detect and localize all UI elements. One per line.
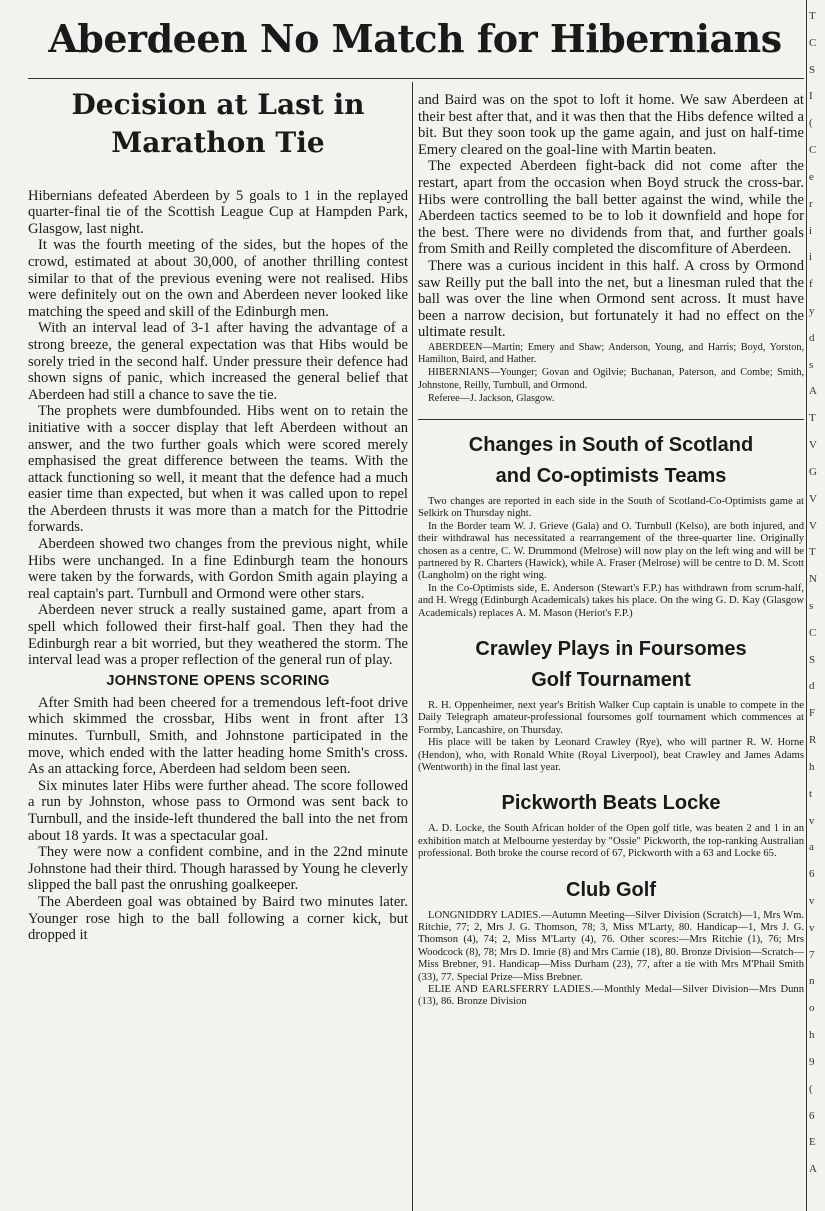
team-list: ABERDEEN—Martin; Emery and Shaw; Anderson, Young, and Harris; Boyd, Yorston, Hamilton, Baird, and Hather. <box>418 341 804 366</box>
edge-letter: v <box>809 814 815 827</box>
edge-letter: T <box>809 546 816 559</box>
paragraph: LONGNIDDRY LADIES.—Autumn Meeting—Silver Division (Scratch)—1, Mrs Wm. Ritchie, 77; 2, Mrs J. G. Thomson, 78; 3, Miss M'Larty, 80. Handicap—1, Mrs J. G. Thomson (4), 74; 2, Miss M'Larty (4), 76. Other scores:—Mrs Ritchie (1), 76; Mrs Woodcock (8), 78; Mrs D. Imrie (8) and Mrs Carnie (18), 80. Bronze Division—Scratch—Miss Brebner, 91. Handicap—Miss Durham (23), 77, after a tie with Mrs M'Phail Smith (33), 77. Special Prize—Miss Brebner. <box>418 909 804 983</box>
paragraph: The prophets were dumbfounded. Hibs went on to retain the initiative with a soccer display that left Aberdeen without an answer, and the two further goals which were scored merely emphasised the great difference between the teams. With the attack functioning so well, it meant that the defence had a much easier time than expected, but when it was called upon to repel the Aberdeen thrusts it was more than a match for the Pittodrie forwards. <box>28 403 408 536</box>
edge-letter: E <box>809 1136 816 1149</box>
paragraph: R. H. Oppenheimer, next year's British Walker Cup captain is unable to compete in the Daily Telegraph amateur-professional foursomes golf tournament which commences at Formby, Lancashire, on Thursday. <box>418 699 804 736</box>
pickworth-title: Pickworth Beats Locke <box>501 792 721 815</box>
edge-letter: ( <box>809 117 813 130</box>
edge-letter: R <box>809 734 817 747</box>
edge-letter: T <box>809 412 816 425</box>
paragraph: Hibernians defeated Aberdeen by 5 goals to 1 in the replayed quarter-final tie of the Scottish League Cup at Hampden Park, Glasgow, last night. <box>28 187 408 237</box>
club-golf-title: Club Golf <box>566 878 656 901</box>
edge-letter: d <box>809 331 815 344</box>
right-column <box>418 92 804 1009</box>
crawley-title: Crawley Plays in Foursomes Golf Tournament <box>475 637 747 691</box>
edge-letter: A <box>809 385 817 398</box>
team-list: HIBERNIANS—Younger; Govan and Ogilvie; Buchanan, Paterson, and Combe; Smith, Johnstone, Reilly, Turnbull, and Ormond. <box>418 367 804 391</box>
edge-letter: a <box>809 841 814 854</box>
edge-letter: v <box>809 895 815 907</box>
paragraph: They were now a confident combine, and in the 22nd minute Johnstone had their third. Though harassed by Young he cleverly slipped the ball past the onrushing goalkeeper. <box>28 844 408 894</box>
edge-letter: 7 <box>809 948 815 961</box>
paragraph: With an interval lead of 3-1 after having the advantage of a strong breeze, the general expectation was that Hibs would be sorely tried in the second half. Under pressure their defence had shown signs of panic, which increased the general belief that Aberdeen had still a chance to save the tie. <box>28 320 408 403</box>
paragraph: Aberdeen never struck a really sustained game, apart from a spell which followed their first-half goal. Then they had the Edinburgh rear a bit worried, but they weathered the storm. The interval lead was a proper reflection of the general run of play. <box>28 602 408 669</box>
edge-letter: h <box>809 760 815 773</box>
edge-letter: 6 <box>809 1109 815 1122</box>
section-pickworth <box>418 788 804 860</box>
section-crawley <box>418 634 804 774</box>
edge-letter: d <box>809 680 815 693</box>
edge-letter: y <box>809 305 815 317</box>
paragraph: A. D. Locke, the South African holder of the Open golf title, was beaten 2 and 1 in an exhibition match at Melbourne yesterday by "Ossie" Pickworth, the top-ranking Australian professional. Both broke the course record of 67, Pickworth with a 63 and Locke 65. <box>418 823 804 860</box>
edge-letter: V <box>809 439 817 452</box>
headline-rule <box>28 78 804 79</box>
edge-letter: s <box>809 358 814 371</box>
edge-letter: r <box>809 197 813 210</box>
paragraph: There was a curious incident in this half. A cross by Ormond saw Reilly put the ball into the net, but a linesman ruled that the ball was over the line when Ormond sent across. It must have been a narrow decision, but fortunately it had no effect on the ultimate result. <box>418 257 804 341</box>
main-story-title: Decision at Last in Marathon Tie <box>71 88 365 159</box>
edge-letter: C <box>809 144 817 157</box>
edge-letter: t <box>809 787 813 800</box>
edge-letter: 6 <box>809 868 815 881</box>
paragraph: After Smith had been cheered for a tremendous left-foot drive which skimmed the crossbar, Hibs went in front after 13 minutes. Turnbull, Smith, and Johnstone participated in the move, which ended with the latter heading home Smith's cross. As an attacking force, Aberdeen had seldom been seen. <box>28 694 408 778</box>
paragraph: The expected Aberdeen fight-back did not come after the restart, apart from the occasion when Boyd struck the cross-bar. Hibs were controlling the ball better against the wind, while the Aberdeen tactics seemed to be to lob it downfield and hope for the best. There were no dividends from that, and further goals from Smith and Reilly completed the discomfiture of Aberdeen. <box>418 158 804 258</box>
paragraph: and Baird was on the spot to loft it home. We saw Aberdeen at their best after that, and it was then that the Hibs defence wilted a bit. But they soon took up the game again, and just on half-time Emery cleared on the goal-line with Martin beaten. <box>418 92 804 158</box>
section-rule <box>418 419 804 420</box>
edge-letter: s <box>809 600 814 612</box>
edge-letter: I <box>809 90 813 103</box>
paragraph: In the Border team W. J. Grieve (Gala) and O. Turnbull (Kelso), are both injured, and their withdrawal has necessitated a rearrangement of the three-quarter line. Originally chosen as a centre, C. W. Drummond (Melrose) will now play on the left wing and will be partnered by R. Charters (Hawick), while A. Fraser (Melrose) will be centre to D. M. Scott (Langholm) on the right wing. <box>418 520 804 582</box>
referee-line: Referee—J. Jackson, Glasgow. <box>428 392 555 404</box>
paragraph: It was the fourth meeting of the sides, but the hopes of the crowd, estimated at about 30,000, of another thrilling contest similar to that of the previous evening were not realised. Hibs were definitely out on the own and Aberdeen never looked like matching the speed and skill of the Edinburgh men. <box>28 237 408 320</box>
edge-letter: N <box>809 573 817 586</box>
paragraph: His place will be taken by Leonard Crawley (Rye), who will partner R. W. Horne (Hendon), who, with Ronald White (Royal Liverpool), beat Crawley and James Adams (Wentworth) in the final last year. <box>418 737 804 774</box>
column-rule <box>412 82 413 1211</box>
crosshead: JOHNSTONE OPENS SCORING <box>106 672 330 689</box>
edge-letter: i <box>809 224 813 237</box>
edge-letter: e <box>809 170 814 183</box>
edge-letter: 9 <box>809 1055 815 1068</box>
edge-letter: C <box>809 36 817 49</box>
edge-letter: n <box>809 975 815 988</box>
section-club-golf <box>418 875 804 1009</box>
edge-letter: A <box>809 1163 817 1176</box>
paragraph: ELIE AND EARLSFERRY LADIES.—Monthly Medal—Silver Division—Mrs Dunn (13), 86. Bronze Division <box>418 984 804 1008</box>
paragraph: The Aberdeen goal was obtained by Baird two minutes later. Younger rose high to the ball following a corner kick, but dropped it <box>28 893 408 944</box>
edge-letter: v <box>809 921 815 934</box>
section-rugby <box>418 419 804 620</box>
edge-letter: o <box>809 1002 815 1015</box>
headline: Aberdeen No Match for Hibernians <box>48 16 782 61</box>
paragraph: Two changes are reported in each side in the South of Scotland-Co-Optimists game at Selkirk on Thursday night. <box>418 495 804 520</box>
edge-letter: T <box>809 10 816 22</box>
edge-letter: f <box>809 278 813 291</box>
edge-letter: F <box>809 707 816 720</box>
edge-letter: S <box>809 63 816 76</box>
left-column <box>28 82 408 944</box>
edge-letter: C <box>809 626 817 639</box>
paragraph: Six minutes later Hibs were further ahead. The score followed a run by Johnston, whose pass to Ormond was sent back to Turnbull, and the inside-left thundered the ball into the net from about 18 yards. It was a spectacular goal. <box>28 777 408 844</box>
edge-letter: S <box>809 653 816 666</box>
edge-letter: G <box>809 465 817 478</box>
rugby-title: Changes in South of Scotland and Co-optimists Teams <box>468 433 754 487</box>
paragraph: Aberdeen showed two changes from the previous night, while Hibs were unchanged. In a fine Edinburgh team the honours were taken by the forwards, with Gordon Smith again playing a real captain's part. Turnbull and Ormond were other stars. <box>28 536 408 602</box>
edge-letter: i <box>809 251 813 264</box>
paragraph: In the Co-Optimists side, E. Anderson (Stewart's F.P.) has withdrawn from scrum-half, and H. Wregg (Edinburgh Academicals) takes his place. On the wing G. D. Kay (Glasgow Academicals) replaces A. M. Mason (Heriot's F.P.) <box>418 582 804 619</box>
edge-letter: V <box>809 492 817 505</box>
edge-letter: ( <box>809 1082 813 1095</box>
edge-letter: h <box>809 1029 815 1042</box>
adjacent-column-fragment <box>803 0 825 1211</box>
edge-letter: V <box>809 519 817 532</box>
